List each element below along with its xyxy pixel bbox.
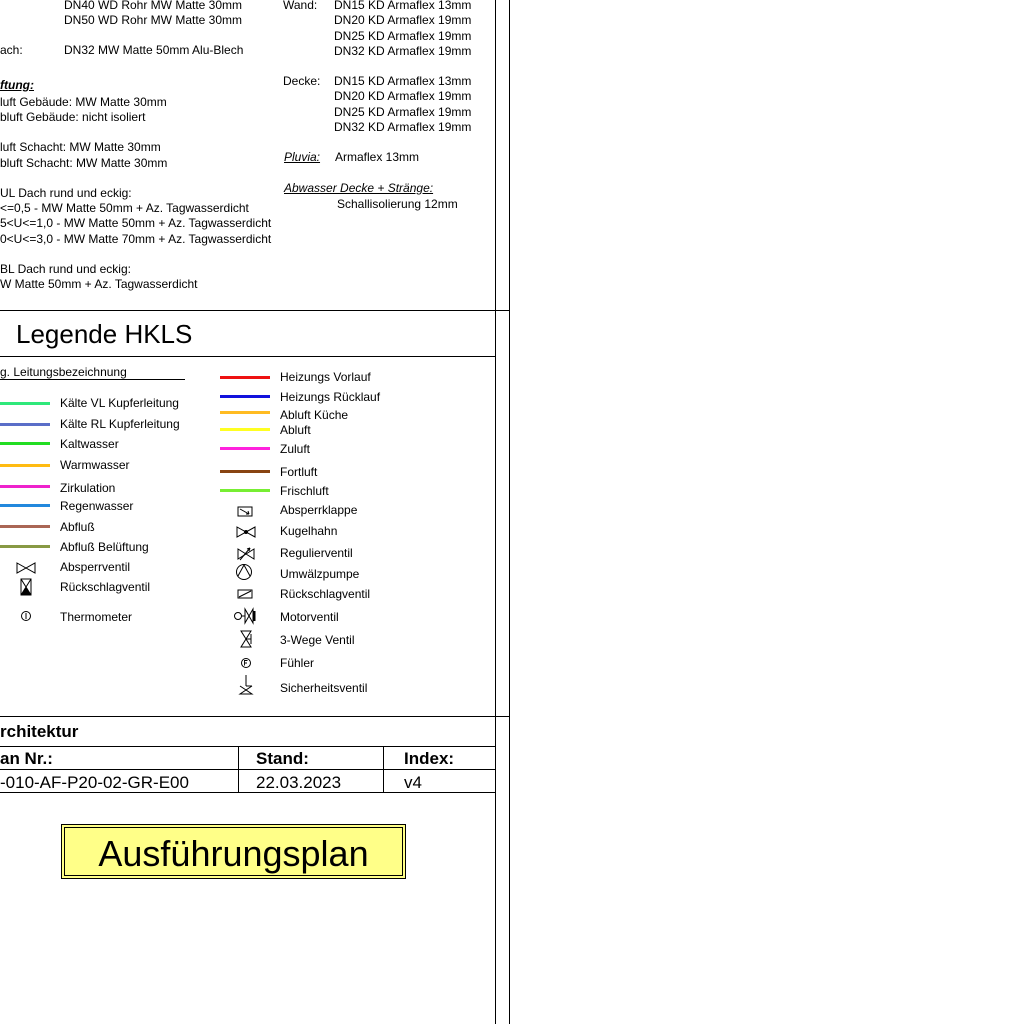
legend-label: Rückschlagventil: [60, 580, 151, 594]
gate-valve-icon: [16, 560, 36, 576]
legend-swatch: [0, 525, 50, 528]
legend-label: Kaltwasser: [60, 437, 119, 451]
divider-titleblock-header: [0, 746, 496, 747]
titleblock-section: rchitektur: [0, 722, 79, 741]
check-flap-icon: [236, 586, 256, 602]
plan-number-value: -010-AF-P20-02-GR-E00: [0, 773, 189, 792]
legend-label: Thermometer: [60, 610, 133, 624]
legend-label: Motorventil: [280, 610, 339, 624]
legend-label: Absperrklappe: [280, 503, 358, 517]
titleblock-col-divider-2: [383, 746, 384, 792]
decke-line: DN25 KD Armaflex 19mm: [334, 105, 472, 119]
execution-plan-stamp: [61, 824, 406, 879]
legend-swatch: [220, 376, 270, 379]
legend-swatch: [220, 489, 270, 492]
lueftung-line: BL Dach rund und eckig:: [0, 262, 131, 276]
titleblock-col-divider-1: [238, 746, 239, 792]
divider-legend-title: [0, 356, 496, 357]
legend-label: Umwälzpumpe: [280, 567, 360, 581]
abwasser-label: Abwasser Decke + Stränge:: [284, 181, 434, 195]
legend-swatch: [0, 442, 50, 445]
legend-label: Heizungs Vorlauf: [280, 370, 371, 384]
wand-line: DN15 KD Armaflex 13mm: [334, 0, 472, 12]
frame-line-inner: [495, 0, 496, 1024]
stamp-text: Ausführungsplan: [98, 833, 369, 874]
legend-label: Zuluft: [280, 442, 311, 456]
shutoff-damper-icon: [236, 503, 256, 519]
pluvia-value: Armaflex 13mm: [335, 150, 420, 164]
ball-valve-icon: [236, 524, 256, 540]
wand-line: DN32 KD Armaflex 19mm: [334, 44, 472, 58]
three-way-valve-icon: [236, 630, 256, 648]
legend-swatch: [0, 485, 50, 488]
motor-valve-icon: [233, 607, 257, 625]
lueftung-line: W Matte 50mm + Az. Tagwasserdicht: [0, 277, 198, 291]
divider-titleblock-mid: [0, 769, 496, 770]
thermometer-icon: [16, 609, 36, 625]
wand-line: DN20 KD Armaflex 19mm: [334, 13, 472, 27]
index-value: v4: [404, 773, 422, 792]
legend-label: Absperrventil: [60, 560, 131, 574]
lueftung-line: bluft Gebäude: nicht isoliert: [0, 110, 146, 124]
frame-line-outer: [509, 0, 510, 1024]
legend-label: Regenwasser: [60, 499, 134, 513]
legend-label: Fühler: [280, 656, 315, 670]
check-valve-icon: [16, 578, 36, 596]
legend-label: Abfluß: [60, 520, 95, 534]
legend-label: Heizungs Rücklauf: [280, 390, 381, 404]
legend-title: Legende HKLS: [16, 319, 193, 349]
legend-swatch: [220, 470, 270, 473]
legend-subheading: g. Leitungsbezeichnung: [0, 365, 127, 379]
safety-valve-icon: [236, 674, 256, 696]
decke-line: DN20 KD Armaflex 19mm: [334, 89, 472, 103]
decke-label: Decke:: [283, 74, 321, 88]
abwasser-value: Schallisolierung 12mm: [337, 197, 458, 211]
legend-label: Frischluft: [280, 484, 329, 498]
legend-label: Kälte RL Kupferleitung: [60, 417, 180, 431]
pluvia-label: Pluvia:: [284, 150, 321, 164]
lueftung-line: luft Gebäude: MW Matte 30mm: [0, 95, 167, 109]
legend-label: Regulierventil: [280, 546, 353, 560]
circulation-pump-icon: [234, 563, 254, 581]
rohr-line: DN40 WD Rohr MW Matte 30mm: [64, 0, 243, 12]
wand-label: Wand:: [283, 0, 318, 12]
legend-label: Abfluß Belüftung: [60, 540, 149, 554]
legend-swatch: [220, 428, 270, 431]
legend-swatch: [220, 447, 270, 450]
legend-label: Fortluft: [280, 465, 318, 479]
rohr-line: DN50 WD Rohr MW Matte 30mm: [64, 13, 243, 27]
lueftung-line: <=0,5 - MW Matte 50mm + Az. Tagwasserdicht: [0, 201, 249, 215]
index-label: Index:: [404, 749, 455, 768]
wand-line: DN25 KD Armaflex 19mm: [334, 29, 472, 43]
dach-label: ach:: [0, 43, 23, 57]
lueftung-line: bluft Schacht: MW Matte 30mm: [0, 156, 168, 170]
legend-label: Abluft: [280, 423, 311, 437]
legend-label: Kälte VL Kupferleitung: [60, 396, 179, 410]
legend-swatch: [0, 423, 50, 426]
stand-label: Stand:: [256, 749, 309, 768]
legend-subheading-underline: [0, 379, 185, 380]
stand-value: 22.03.2023: [256, 773, 342, 792]
control-valve-icon: [236, 546, 256, 562]
lueftung-line: 0<U<=3,0 - MW Matte 70mm + Az. Tagwasserdicht: [0, 232, 272, 246]
lueftung-line: 5<U<=1,0 - MW Matte 50mm + Az. Tagwasserdicht: [0, 216, 272, 230]
legend-swatch: [220, 395, 270, 398]
legend-swatch: [0, 545, 50, 548]
legend-label: Warmwasser: [60, 458, 130, 472]
legend-label: 3-Wege Ventil: [280, 633, 355, 647]
dach-value: DN32 MW Matte 50mm Alu-Blech: [64, 43, 244, 57]
lueftung-line: UL Dach rund und eckig:: [0, 186, 132, 200]
plan-number-label: an Nr.:: [0, 749, 53, 768]
legend-label: Kugelhahn: [280, 524, 338, 538]
decke-line: DN32 KD Armaflex 19mm: [334, 120, 472, 134]
divider-legend-top: [0, 310, 510, 311]
legend-label: Abluft Küche: [280, 408, 349, 422]
legend-swatch: [0, 464, 50, 467]
legend-swatch: [220, 411, 270, 414]
divider-titleblock-top: [0, 716, 510, 717]
legend-label: Sicherheitsventil: [280, 681, 368, 695]
legend-swatch: [0, 402, 50, 405]
legend-label: Rückschlagventil: [280, 587, 371, 601]
lueftung-line: luft Schacht: MW Matte 30mm: [0, 140, 161, 154]
legend-label: Zirkulation: [60, 481, 116, 495]
lueftung-heading: ftung:: [0, 78, 34, 92]
sensor-icon: [236, 655, 256, 671]
legend-swatch: [0, 504, 50, 507]
decke-line: DN15 KD Armaflex 13mm: [334, 74, 472, 88]
